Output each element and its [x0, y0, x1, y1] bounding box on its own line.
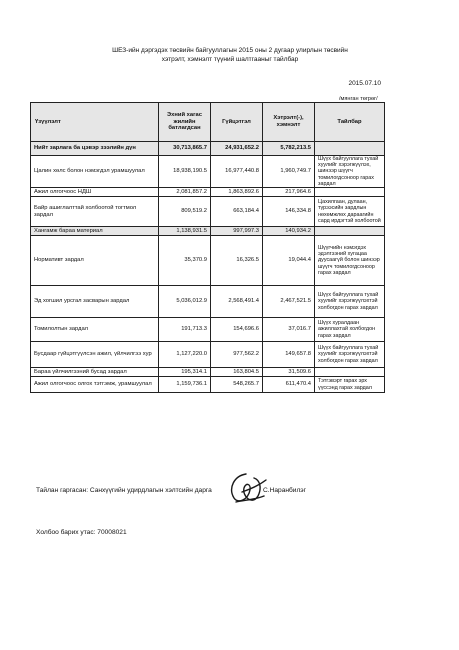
row-item: Бусдаар гүйцэтгүүлсэн ажил, үйлчилгээ хур	[31, 342, 159, 368]
row-note: Цахилгаан, дулаан, түрээсийн зардлын нөхөмжлөх дараагийн сард ирдэгтэй холбоотой	[315, 197, 385, 227]
row-approved: 18,938,190.5	[159, 156, 211, 188]
table-row	[31, 368, 385, 377]
row-actual: 548,265.7	[211, 377, 263, 393]
row-actual: 163,804.5	[211, 368, 263, 377]
header-variance: Хэтрэлт(-), хэмнэлт	[263, 103, 315, 142]
table-row	[31, 227, 385, 236]
signature-label: Тайлан гаргасан: Санхүүгийн удирдлагын хэлтсийн дарга	[36, 487, 212, 494]
row-item: Ажил олгогчоос олгох тэтгэмж, урамшуулал	[31, 377, 159, 393]
row-note: Тэтгэвэрт гарах эрх үүссэнд гарах зардал	[315, 377, 385, 393]
title-line-2: хэтрэлт, хэмнэлт түүний шалтгааныг тайлбар	[161, 56, 299, 63]
header-note: Тайлбар	[315, 103, 385, 142]
row-actual: 154,696.6	[211, 318, 263, 342]
header-item: Үзүүлэлт	[31, 103, 159, 142]
row-note	[315, 142, 385, 156]
row-variance: 1,960,749.7	[263, 156, 315, 188]
document-date: 2015.07.10	[348, 80, 381, 87]
row-actual: 663,184.4	[211, 197, 263, 227]
table-row	[31, 236, 385, 286]
title-line-1: ШЕЗ-ийн дэргэдэх төсвийн байгууллагын 2015 оны 2 дугаар улирлын төсвийн	[112, 47, 348, 54]
row-variance: 217,964.6	[263, 188, 315, 197]
table-row	[31, 156, 385, 188]
budget-table	[30, 102, 385, 393]
unit-label: /мянган төгрөг/	[339, 96, 378, 102]
row-note	[315, 227, 385, 236]
row-approved: 191,713.3	[159, 318, 211, 342]
row-approved: 1,138,931.5	[159, 227, 211, 236]
table-header-row	[31, 103, 385, 142]
row-approved: 1,159,736.1	[159, 377, 211, 393]
row-actual: 1,863,892.6	[211, 188, 263, 197]
table-row	[31, 377, 385, 393]
row-item: Хангамж бараа материал	[31, 227, 159, 236]
header-approved: Эхний хагас жилийн батлагдсан	[159, 103, 211, 142]
row-approved: 5,036,012.9	[159, 286, 211, 318]
row-variance: 37,016.7	[263, 318, 315, 342]
contact-phone: Холбоо барих утас: 70008021	[36, 529, 127, 536]
row-actual: 2,568,491.4	[211, 286, 263, 318]
row-note	[315, 188, 385, 197]
signatory-name: С.Наранбилэг	[263, 487, 307, 494]
row-variance: 146,334.8	[263, 197, 315, 227]
row-item: Цалин хөлс болон нэмэгдэл урамшуулал	[31, 156, 159, 188]
row-approved: 1,127,220.0	[159, 342, 211, 368]
row-item: Ажил олгогчоос НДШ	[31, 188, 159, 197]
row-note: Шүүх байгууллага тухай хуулийг хэрэгжүүлэхтэй холбогдон гарах зардал	[315, 342, 385, 368]
row-note: Шүүх хуралдаан ажиллахтай холбогдон гарах зардал	[315, 318, 385, 342]
row-item: Нийт зарлага ба цэвэр зээлийн дүн	[31, 142, 159, 156]
row-item: Эд хогшил урсгал засварын зардал	[31, 286, 159, 318]
row-item: Томилолтын зардал	[31, 318, 159, 342]
table-row	[31, 188, 385, 197]
row-note: Шүүх байгууллага тухай хуулийг хэрэгжүүлэхтэй холбогдон гарах зардал	[315, 286, 385, 318]
row-variance: 19,044.4	[263, 236, 315, 286]
row-variance: 2,467,521.5	[263, 286, 315, 318]
table-row	[31, 197, 385, 227]
document-title	[40, 46, 420, 64]
table-row	[31, 142, 385, 156]
row-approved: 35,370.9	[159, 236, 211, 286]
table-row	[31, 342, 385, 368]
row-variance: 611,470.4	[263, 377, 315, 393]
row-approved: 2,081,857.2	[159, 188, 211, 197]
row-note: Шүүгчийн нэмэгдэх эдэлгээний хугацаа дуусаагүй болон шинээр шүүгч томилогдсоноор гарах зардал	[315, 236, 385, 286]
row-variance: 140,934.2	[263, 227, 315, 236]
row-approved: 809,519.2	[159, 197, 211, 227]
row-actual: 24,931,652.2	[211, 142, 263, 156]
row-actual: 997,997.3	[211, 227, 263, 236]
row-note: Шүүх байгууллага тухай хуулийг хэрэгжүүлэх, шинээр шүүгч томилогдсоноор гарах зардал	[315, 156, 385, 188]
row-variance: 31,509.6	[263, 368, 315, 377]
row-actual: 16,977,440.8	[211, 156, 263, 188]
row-actual: 977,562.2	[211, 342, 263, 368]
row-variance: 5,782,213.5	[263, 142, 315, 156]
row-item: Байр ашиглалттай холбоотой тогтмол зардал	[31, 197, 159, 227]
table-row	[31, 318, 385, 342]
row-approved: 30,713,865.7	[159, 142, 211, 156]
row-note	[315, 368, 385, 377]
row-approved: 195,314.1	[159, 368, 211, 377]
row-item: Нормативт зардал	[31, 236, 159, 286]
row-item: Бараа үйлчилгээний бусад зардал	[31, 368, 159, 377]
table-row	[31, 286, 385, 318]
row-variance: 149,657.8	[263, 342, 315, 368]
header-actual: Гүйцэтгэл	[211, 103, 263, 142]
row-actual: 16,326.5	[211, 236, 263, 286]
